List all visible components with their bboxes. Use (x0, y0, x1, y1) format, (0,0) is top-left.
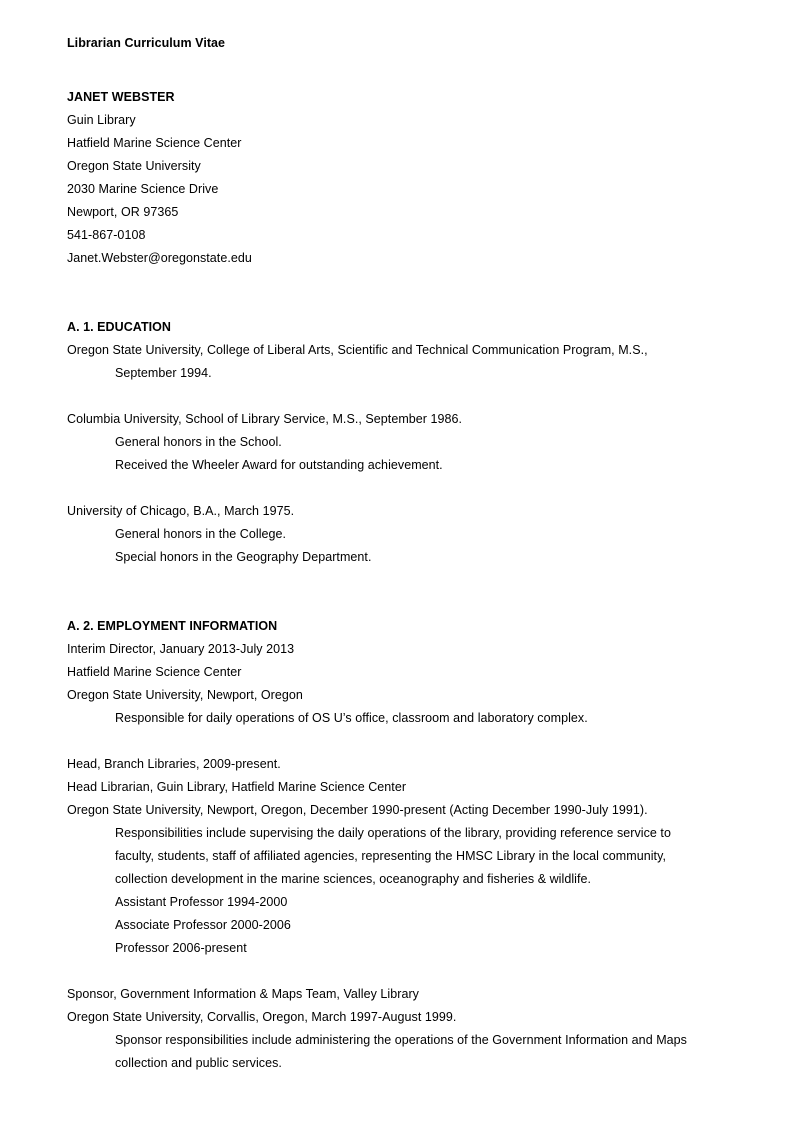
employment-entry-line: Head Librarian, Guin Library, Hatfield Marine Science Center (67, 780, 407, 794)
contact-library: Guin Library (67, 113, 136, 127)
employment-entry-detail: collection development in the marine sciences, oceanography and fisheries & wildlife. (115, 872, 592, 886)
education-entry-detail: General honors in the School. (115, 435, 282, 449)
education-entry-detail: General honors in the College. (115, 527, 287, 541)
contact-street: 2030 Marine Science Drive (67, 182, 219, 196)
employment-entry-line: Oregon State University, Corvallis, Oregon, March 1997-August 1999. (67, 1010, 457, 1024)
employment-entry-detail: Responsibilities include supervising the daily operations of the library, providing reference service to (115, 826, 671, 840)
contact-center: Hatfield Marine Science Center (67, 136, 242, 150)
person-name: JANET WEBSTER (67, 90, 175, 104)
document-title: Librarian Curriculum Vitae (67, 36, 226, 50)
employment-entry-detail: collection and public services. (115, 1056, 282, 1070)
contact-phone: 541-867-0108 (67, 228, 146, 242)
contact-university: Oregon State University (67, 159, 201, 173)
employment-entry-detail: Assistant Professor 1994-2000 (115, 895, 288, 909)
employment-entry-detail: Professor 2006-present (115, 941, 247, 955)
education-entry-line: Oregon State University, College of Liberal Arts, Scientific and Technical Communication Program, M.S., (67, 343, 648, 357)
employment-entry-line: Hatfield Marine Science Center (67, 665, 242, 679)
education-heading: A. 1. EDUCATION (67, 320, 171, 334)
employment-entry-detail: Responsible for daily operations of OS U’s office, classroom and laboratory complex. (115, 711, 588, 725)
education-entry-detail: Special honors in the Geography Department. (115, 550, 372, 564)
education-entry-detail: September 1994. (115, 366, 212, 380)
education-entry-line: University of Chicago, B.A., March 1975. (67, 504, 295, 518)
education-entry-line: Columbia University, School of Library Service, M.S., September 1986. (67, 412, 463, 426)
employment-entry-line: Sponsor, Government Information & Maps Team, Valley Library (67, 987, 419, 1001)
employment-entry-line: Interim Director, January 2013-July 2013 (67, 642, 295, 656)
employment-entry-line: Head, Branch Libraries, 2009-present. (67, 757, 281, 771)
employment-entry-detail: Sponsor responsibilities include administering the operations of the Government Information and Maps (115, 1033, 687, 1047)
education-entry-detail: Received the Wheeler Award for outstanding achievement. (115, 458, 443, 472)
employment-entry-line: Oregon State University, Newport, Oregon (67, 688, 303, 702)
employment-entry-detail: faculty, students, staff of affiliated agencies, representing the HMSC Library in the local community, (115, 849, 666, 863)
contact-city: Newport, OR 97365 (67, 205, 179, 219)
employment-entry-detail: Associate Professor 2000-2006 (115, 918, 291, 932)
employment-entry-line: Oregon State University, Newport, Oregon, December 1990-present (Acting December 1990-July 1991). (67, 803, 648, 817)
contact-email: Janet.Webster@oregonstate.edu (67, 251, 252, 265)
employment-heading: A. 2. EMPLOYMENT INFORMATION (67, 619, 278, 633)
